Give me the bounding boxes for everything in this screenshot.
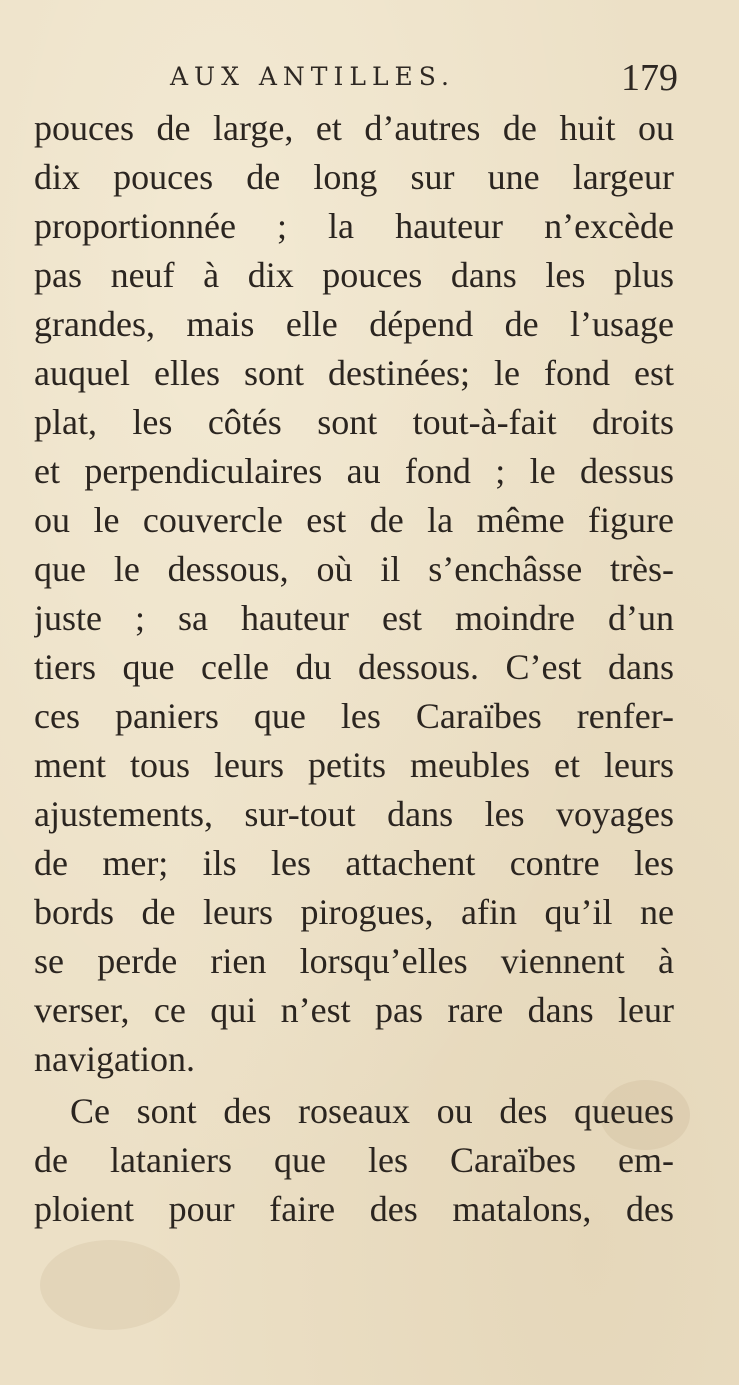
text-line: se perde rien lorsqu’elles viennent à — [34, 941, 674, 981]
text-line: navigation. — [34, 1039, 195, 1079]
text-line: ajustements, sur-tout dans les voyages — [34, 794, 674, 834]
text-line: proportionnée ; la hauteur n’excède — [34, 206, 674, 246]
text-line: verser, ce qui n’est pas rare dans leur — [34, 990, 674, 1030]
text-line: dix pouces de long sur une largeur — [34, 157, 674, 197]
text-line: bords de leurs pirogues, afin qu’il ne — [34, 892, 674, 932]
text-line: que le dessous, où il s’enchâsse très- — [34, 549, 674, 589]
text-line: et perpendiculaires au fond ; le dessus — [34, 451, 674, 491]
paragraph — [34, 104, 674, 1084]
text-line: Ce sont des roseaux ou des queues — [70, 1091, 674, 1131]
running-title: AUX ANTILLES. — [170, 62, 455, 91]
text-line: grandes, mais elle dépend de l’usage — [34, 304, 674, 344]
text-line: pouces de large, et d’autres de huit ou — [34, 108, 674, 148]
text-line: ou le couvercle est de la même figure — [34, 500, 674, 540]
text-line: auquel elles sont destinées; le fond est — [34, 353, 674, 393]
text-line: ment tous leurs petits meubles et leurs — [34, 745, 674, 785]
text-line: ploient pour faire des matalons, des — [34, 1189, 674, 1229]
text-line: juste ; sa hauteur est moindre d’un — [34, 598, 674, 638]
text-line: de lataniers que les Caraïbes em- — [34, 1140, 674, 1180]
paper-stain — [40, 1240, 180, 1330]
running-head — [30, 54, 680, 104]
paragraph — [34, 1087, 674, 1234]
text-line: plat, les côtés sont tout-à-fait droits — [34, 402, 674, 442]
text-line: de mer; ils les attachent contre les — [34, 843, 674, 883]
body-text — [34, 104, 674, 1234]
page-number: 179 — [621, 57, 678, 99]
text-line: ces paniers que les Caraïbes renfer- — [34, 696, 674, 736]
text-line: tiers que celle du dessous. C’est dans — [34, 647, 674, 687]
text-line: pas neuf à dix pouces dans les plus — [34, 255, 674, 295]
